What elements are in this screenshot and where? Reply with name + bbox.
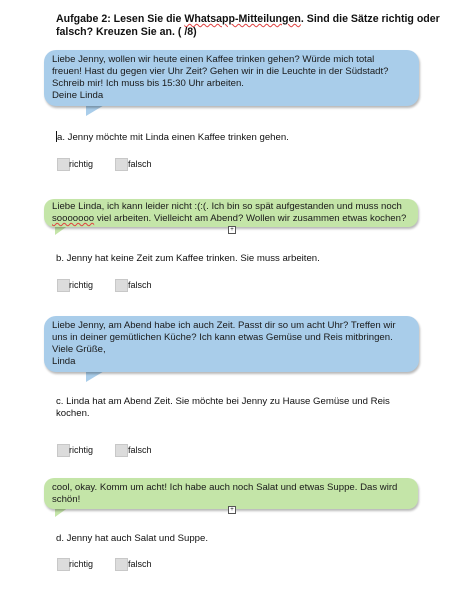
message-bubble-2 xyxy=(44,199,418,227)
title-prefix: Aufgabe 2: Lesen Sie die xyxy=(56,13,185,25)
checkbox-b-falsch-label: falsch xyxy=(128,280,152,290)
checkbox-a-falsch-label: falsch xyxy=(128,159,152,169)
checkbox-d-richtig-label: richtig xyxy=(69,559,94,569)
question-d-text: d. Jenny hat auch Salat und Suppe. xyxy=(56,533,209,544)
title-line-2: falsch? Kreuzen Sie an. ( /8) xyxy=(56,26,197,38)
checkbox-c-falsch-label: falsch xyxy=(128,445,152,455)
checkbox-c-richtig-label: richtig xyxy=(69,445,94,455)
message-2-line-2 xyxy=(52,213,418,225)
message-1-line-2: freuen! Hast du gegen vier Uhr Zeit? Gehen wir in die Leuchte in der Südstadt? xyxy=(52,66,389,77)
message-3-line-3: Viele Grüße, xyxy=(52,344,106,355)
message-3-line-4: Linda xyxy=(52,356,76,367)
message-4-line-2: schön! xyxy=(52,494,81,505)
question-d xyxy=(56,533,208,545)
checkbox-a-falsch[interactable] xyxy=(115,158,128,171)
question-c-line-1: c. Linda hat am Abend Zeit. Sie möchte bei Jenny zu Hause Gemüse und Reis xyxy=(56,396,390,407)
checkbox-b-richtig-label: richtig xyxy=(69,280,94,290)
message-bubble-1 xyxy=(44,50,419,106)
checkbox-a-richtig-label: richtig xyxy=(69,159,94,169)
question-b-text: b. Jenny hat keine Zeit zum Kaffee trinken. Sie muss arbeiten. xyxy=(56,253,320,264)
title-whatsapp-word: Whatsapp-Mitteilungen xyxy=(184,13,301,25)
message-bubble-4 xyxy=(44,478,418,509)
task-title xyxy=(56,13,456,39)
checkbox-d-falsch-label: falsch xyxy=(128,559,152,569)
question-c xyxy=(56,396,390,420)
anchor-marker-2: + xyxy=(228,506,236,514)
message-4-line-1: cool, okay. Komm um acht! Ich habe auch noch Salat und etwas Suppe. Das wird xyxy=(52,482,398,493)
checkbox-c-falsch[interactable] xyxy=(115,444,128,457)
message-1-line-4: Deine Linda xyxy=(52,90,104,101)
anchor-marker-1: + xyxy=(228,226,236,234)
question-a-text: a. Jenny möchte mit Linda einen Kaffee trinken gehen. xyxy=(57,132,289,143)
message-3-line-2: uns in deiner gemütlichen Küche? Ich kann etwas Gemüse und Reis mitbringen. xyxy=(52,332,393,343)
question-a xyxy=(56,131,289,144)
message-1-line-3: Schreib mir! Ich muss bis 15:30 Uhr arbeiten. xyxy=(52,78,244,89)
question-c-line-2: kochen. xyxy=(56,408,90,419)
checkbox-b-falsch[interactable] xyxy=(115,279,128,292)
message-2-line-2-rest: viel arbeiten. Vielleicht am Abend? Wollen wir zusammen etwas kochen? xyxy=(94,213,407,224)
message-2-spelling-flag: sooooooo xyxy=(52,213,95,224)
message-1-line-1: Liebe Jenny, wollen wir heute einen Kaffee trinken gehen? Würde mich total xyxy=(52,54,375,65)
checkbox-d-falsch[interactable] xyxy=(115,558,128,571)
message-2-line-1: Liebe Linda, ich kann leider nicht :(:(. Ich bin so spät aufgestanden und muss noch xyxy=(52,201,402,212)
message-3-line-1: Liebe Jenny, am Abend habe ich auch Zeit. Passt dir so um acht Uhr? Treffen wir xyxy=(52,320,396,331)
title-suffix: . Sind die Sätze richtig oder xyxy=(300,13,440,25)
message-bubble-3 xyxy=(44,316,419,372)
question-b xyxy=(56,253,320,265)
